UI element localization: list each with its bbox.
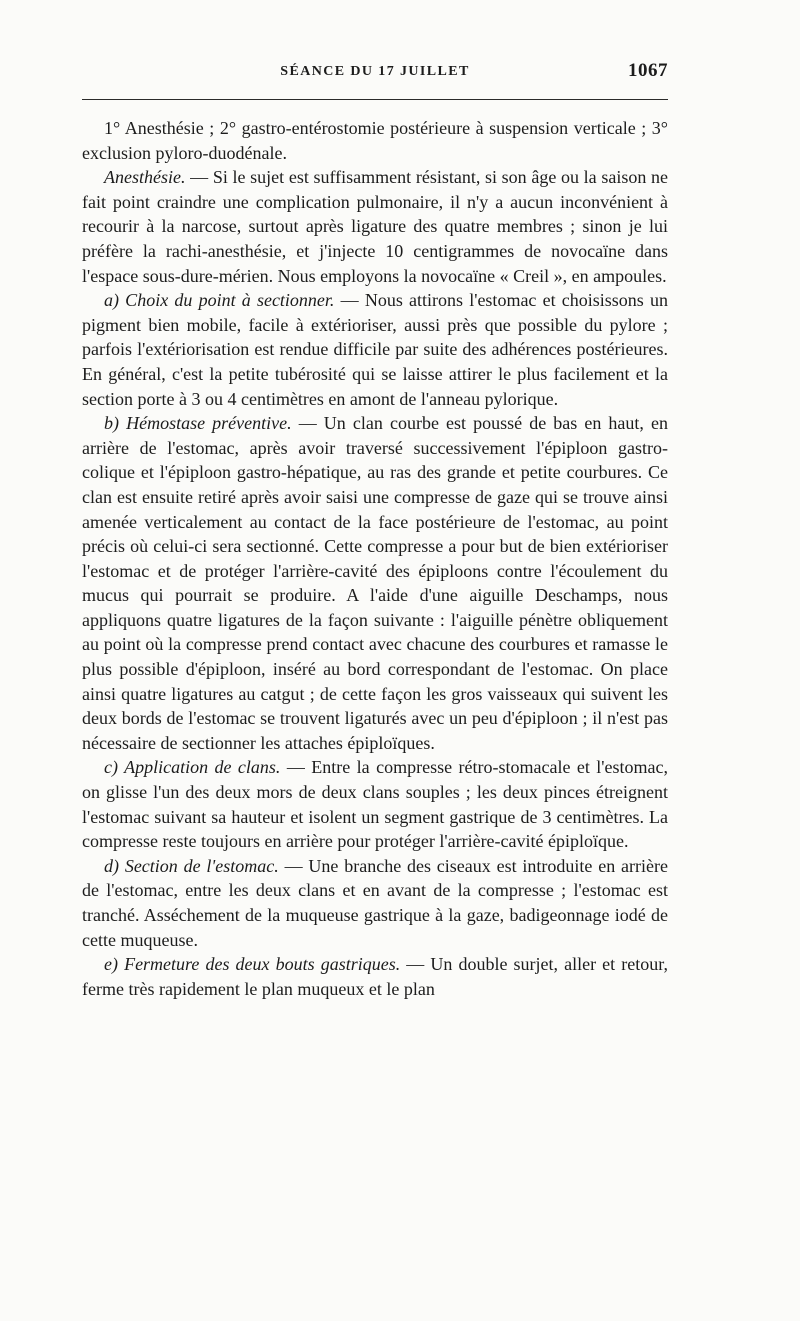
paragraph-section-estomac [82, 854, 668, 952]
page-header [82, 60, 668, 86]
header-rule [82, 99, 668, 100]
paragraph-body: — Si le sujet est suffisamment résistant, si son âge ou la saison ne fait point craindre une complication pulmonaire, il n'y a aucun inconvénient à recourir à la narcose, surtout après ligature des quatre membres ; sinon je lui préfère la rachi-anesthésie, et j'injecte 10 centigrammes de novocaïne dans l'espace sous-dure-mérien. Nous employons la novocaïne « Creil », en ampoules. [82, 167, 668, 286]
paragraph-body: — Un clan courbe est poussé de bas en haut, en arrière de l'estomac, après avoir traversé successivement l'épiploon gastro-colique et l'épiploon gastro-hépatique, au ras des grande et petite courbures. Ce clan est ensuite retiré après avoir saisi une compresse de gaze qui se trouve ainsi amenée verticalement au contact de la face postérieure de l'estomac, au point précis où celui-ci sera sectionné. Cette compresse a pour but de bien extérioriser l'estomac et de protéger l'arrière-cavité des épiploons contre l'écoulement du mucus qui pourrait se produire. A l'aide d'une aiguille Deschamps, nous appliquons quatre ligatures de la façon suivante : l'aiguille pénètre obliquement au point où la compresse prend contact avec chacune des courbures et ramasse le plus possible d'épiploon, inséré au bord correspondant de l'estomac. On place ainsi quatre ligatures au catgut ; de cette façon les gros vaisseaux qui suivent les deux bords de l'estomac se trouvent ligaturés avec un peu d'épiploon ; il n'est pas nécessaire de sectionner les attaches épiploïques. [82, 413, 669, 753]
paragraph-anesthesie [82, 165, 668, 288]
paragraph-application-clans [82, 755, 668, 853]
paragraph-heading: d) Section de l'estomac. [104, 855, 279, 876]
paragraph-body: — Entre la compresse rétro-stomacale et l'estomac, on glisse l'un des deux mors de deux clans souples ; les deux pinces étreignent l'estomac suivant sa hauteur et isolent un segment gastrique de 3 centimètres. La compresse reste toujours en arrière pour protéger l'arrière-cavité épiploïque. [82, 757, 668, 852]
running-title: SÉANCE DU 17 JUILLET [280, 64, 470, 79]
paragraph-heading: c) Application de clans. [104, 757, 281, 778]
page-number: 1067 [628, 60, 668, 81]
paragraph-heading: b) Hémostase préventive. [104, 413, 292, 434]
paragraph-hemostase [82, 411, 668, 755]
paragraph-body: — Une branche des ciseaux est introduite en arrière de l'estomac, entre les deux clans et en avant de la compresse ; l'estomac est tranché. Asséchement de la muqueuse gastrique à la gaze, badigeonnage iodé de cette muqueuse. [82, 855, 668, 950]
paragraph-body: — Un double surjet, aller et retour, ferme très rapidement le plan muqueux et le plan [82, 954, 668, 999]
paragraph-fermeture [82, 952, 668, 1001]
paragraph-heading: e) Fermeture des deux bouts gastriques. [104, 954, 401, 975]
paragraph-heading: a) Choix du point à sectionner. [104, 290, 335, 311]
paragraph-heading: Anesthésie. [104, 167, 186, 188]
body-text [82, 116, 668, 1001]
paragraph-body: 1° Anesthésie ; 2° gastro-entérostomie postérieure à suspension verticale ; 3° exclusion pyloro-duodénale. [82, 118, 668, 163]
paragraph-choix-du-point [82, 288, 668, 411]
paragraph-procedure-steps [82, 116, 668, 165]
paragraph-body: — Nous attirons l'estomac et choisissons un pigment bien mobile, facile à extérioriser, aussi près que possible du pylore ; parfois l'extériorisation est rendue difficile par suite des adhérences postérieures. En général, c'est la petite tubérosité qui se laisse attirer le plus facilement et la section porte à 3 ou 4 centimètres en amont de l'anneau pylorique. [82, 290, 668, 409]
